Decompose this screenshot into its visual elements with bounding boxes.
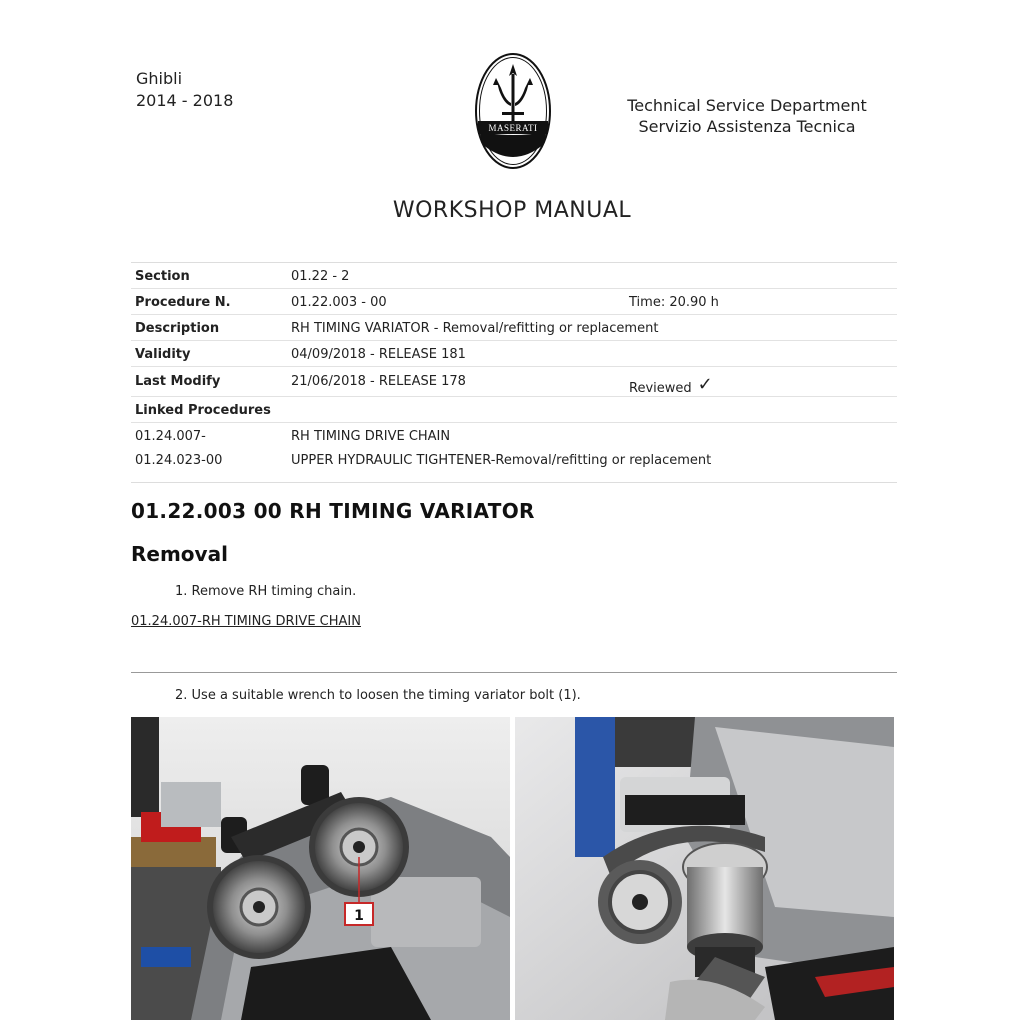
validity-value: 04/09/2018 - RELEASE 181 xyxy=(291,347,466,362)
engine-photo-left xyxy=(131,717,510,1020)
model-name: Ghibli xyxy=(136,69,183,88)
description-label: Description xyxy=(135,321,220,336)
step-2-text: 2. Use a suitable wrench to loosen the timing variator bolt (1). xyxy=(175,688,581,703)
department-english: Technical Service Department xyxy=(627,96,867,115)
last-modify-value: 21/06/2018 - RELEASE 178 xyxy=(291,374,466,389)
linked-procedure-code: 01.24.007- xyxy=(135,429,206,444)
validity-label: Validity xyxy=(135,347,191,362)
department-italian: Servizio Assistenza Tecnica xyxy=(638,117,856,136)
procedure-info-table xyxy=(131,262,897,483)
engine-photo-right xyxy=(515,717,894,1020)
procedure-row xyxy=(131,289,897,315)
linked-procedure-name: RH TIMING DRIVE CHAIN xyxy=(291,429,451,444)
linked-procedure-row xyxy=(131,423,897,448)
last-modify-label: Last Modify xyxy=(135,374,221,389)
linked-procedures-label: Linked Procedures xyxy=(135,403,271,418)
vehicle-model xyxy=(136,68,233,112)
last-modify-row xyxy=(131,367,897,397)
linked-procedures-header-row xyxy=(131,397,897,423)
linked-procedure-row xyxy=(131,448,897,483)
procedure-value: 01.22.003 - 00 xyxy=(291,295,387,310)
section-label: Section xyxy=(135,269,190,284)
validity-row xyxy=(131,341,897,367)
logo-wordmark: MASERATI xyxy=(488,123,538,133)
reviewed-status xyxy=(629,376,713,397)
linked-procedure-code: 01.24.023-00 xyxy=(135,453,223,468)
checkmark-icon: ✓ xyxy=(697,374,713,395)
section-value: 01.22 - 2 xyxy=(291,269,350,284)
linked-procedure-link[interactable]: 01.24.007-RH TIMING DRIVE CHAIN xyxy=(131,614,361,629)
time-value: Time: 20.90 h xyxy=(629,295,719,310)
step-1-text: 1. Remove RH timing chain. xyxy=(175,584,357,599)
linked-procedure-name: UPPER HYDRAULIC TIGHTENER-Removal/refitting or replacement xyxy=(291,453,712,468)
section-row xyxy=(131,263,897,289)
maserati-logo xyxy=(474,52,552,170)
department xyxy=(600,95,894,137)
page-title: WORKSHOP MANUAL xyxy=(392,198,632,223)
callout-label: 1 xyxy=(354,908,364,924)
divider xyxy=(131,672,897,673)
procedure-label: Procedure N. xyxy=(135,295,231,310)
model-years: 2014 - 2018 xyxy=(136,91,234,110)
description-value: RH TIMING VARIATOR - Removal/refitting or replacement xyxy=(291,321,659,336)
reviewed-label: Reviewed xyxy=(629,381,692,396)
procedure-heading: 01.22.003 00 RH TIMING VARIATOR xyxy=(131,499,535,523)
removal-subheading: Removal xyxy=(131,542,228,566)
description-row xyxy=(131,315,897,341)
